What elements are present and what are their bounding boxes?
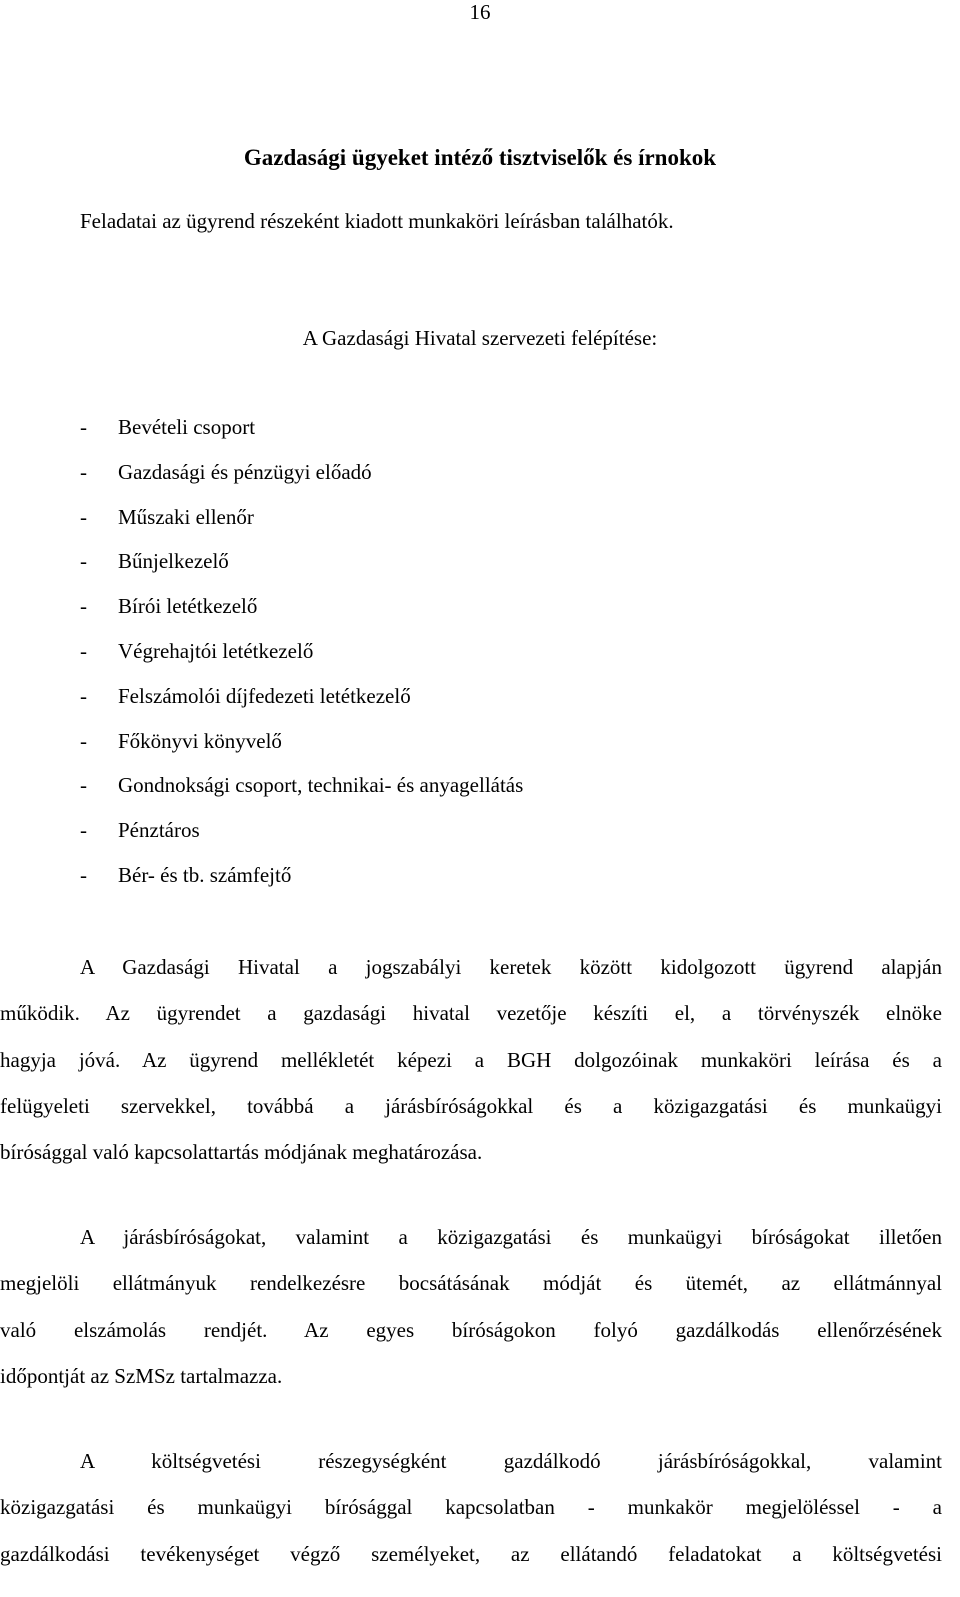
paragraph-line: A költségvetési részegységként gazdálkodó járásbíróságokkal, valamint bbox=[80, 1449, 942, 1473]
paragraph-line: felügyeleti szervekkel, továbbá a járásbíróságokkal és a közigazgatási és munkaügyi bbox=[0, 1093, 942, 1118]
list-item-label: Gondnoksági csoport, technikai- és anyagellátás bbox=[118, 773, 524, 798]
list-item-label: Bevételi csoport bbox=[118, 415, 256, 439]
paragraph-organization bbox=[0, 944, 942, 1175]
paragraph-line: való elszámolás rendjét. Az egyes bíróságokon folyó gazdálkodás ellenőrzésének bbox=[0, 1317, 942, 1342]
paragraph-line: időpontját az SzMSz tartalmazza. bbox=[0, 1363, 283, 1388]
section-intro-text: Feladatai az ügyrend részeként kiadott munkaköri leírásban találhatók. bbox=[80, 209, 674, 233]
list-item-label: Műszaki ellenőr bbox=[118, 504, 254, 529]
list-item-label: Bűnjelkezelő bbox=[118, 549, 229, 574]
page-number: 16 bbox=[469, 0, 491, 24]
list-item-label: Főkönyvi könyvelő bbox=[118, 728, 282, 753]
structure-heading: A Gazdasági Hivatal szervezeti felépítése: bbox=[302, 326, 658, 350]
list-item-label: Bírói letétkezelő bbox=[118, 594, 258, 619]
list-item-label: Felszámolói díjfedezeti letétkezelő bbox=[118, 683, 411, 708]
paragraph-line: működik. Az ügyrendet a gazdasági hivatal vezetője készíti el, a törvényszék elnöke bbox=[0, 1001, 942, 1026]
paragraph-line: A járásbíróságokat, valamint a közigazgatási és munkaügyi bíróságokat illetően bbox=[80, 1225, 942, 1249]
section-heading: Gazdasági ügyeket intéző tisztviselők és írnokok bbox=[243, 145, 717, 170]
paragraph-line: bírósággal való kapcsolattartás módjának meghatározása. bbox=[0, 1140, 483, 1165]
paragraph-line: gazdálkodási tevékenységet végző személyeket, az ellátandó feladatokat a költségvetési bbox=[0, 1541, 942, 1566]
list-item-label: Bér- és tb. számfejtő bbox=[118, 862, 292, 887]
paragraph-courts bbox=[0, 1214, 942, 1399]
list-item-label: Végrehajtói letétkezelő bbox=[118, 638, 314, 663]
list-item-label: Pénztáros bbox=[118, 818, 200, 843]
list-item-label: Gazdasági és pénzügyi előadó bbox=[118, 459, 372, 484]
paragraph-line: közigazgatási és munkaügyi bírósággal kapcsolatban - munkakör megjelöléssel - a bbox=[0, 1495, 942, 1520]
paragraph-line: megjelöli ellátmányuk rendelkezésre bocsátásának módját és ütemét, az ellátmánnyal bbox=[0, 1271, 942, 1296]
paragraph-budget bbox=[0, 1438, 942, 1577]
paragraph-line: hagyja jóvá. Az ügyrend mellékletét képezi a BGH dolgozóinak munkaköri leírása és a bbox=[0, 1047, 942, 1072]
paragraph-line: A Gazdasági Hivatal a jogszabályi keretek között kidolgozott ügyrend alapján bbox=[80, 955, 942, 979]
